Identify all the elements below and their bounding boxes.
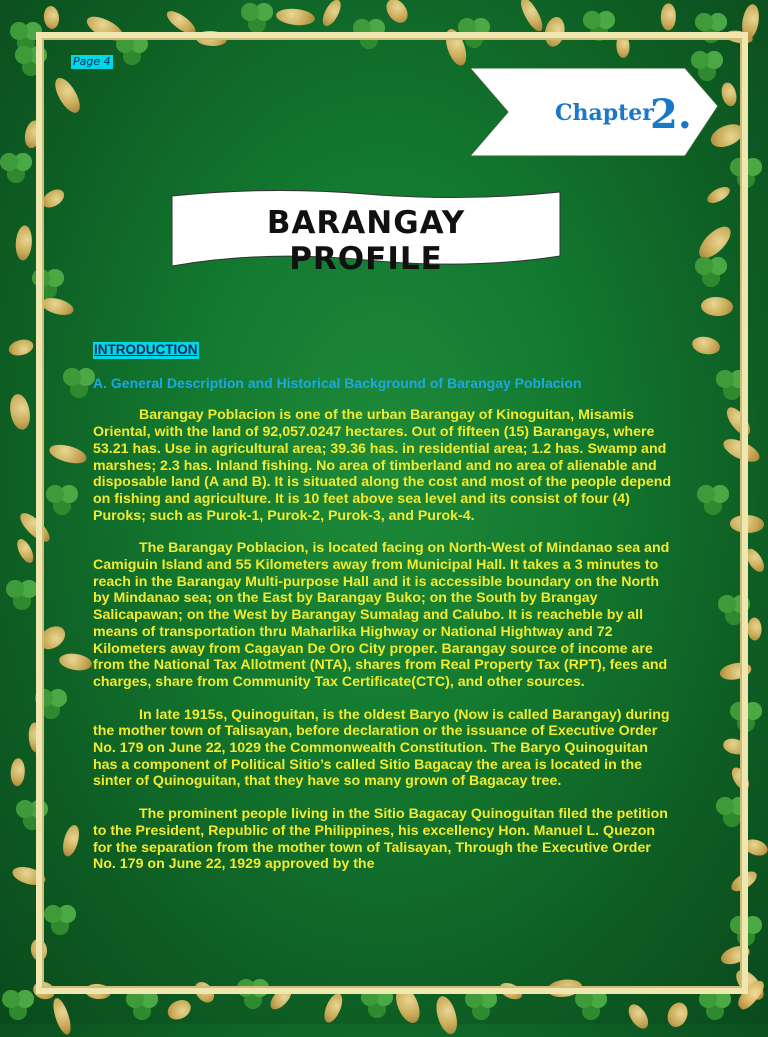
- page-number-tag: Page 4: [73, 55, 111, 68]
- leaf-decoration: [382, 0, 412, 27]
- paragraph-4: The prominent people living in the Sitio Bagacay Quinoguitan filed the petition to the President, Republic of the Philippines, his excellency Hon. Manuel L. Quezon for the separation from the mother town of Talisayan, Through the Executive Order No. 179 on June 22, 1929 approved by the: [93, 806, 668, 873]
- leaf-decoration: [663, 999, 690, 1029]
- leaf-decoration: [43, 5, 60, 29]
- clover-decoration: [465, 990, 501, 1026]
- page-title: [170, 205, 562, 277]
- clover-decoration: [2, 990, 38, 1026]
- introduction-label: INTRODUCTION: [94, 342, 198, 357]
- leaf-decoration: [321, 991, 346, 1025]
- leaf-decoration: [11, 758, 26, 786]
- leaf-decoration: [7, 337, 34, 358]
- leaf-decoration: [15, 225, 34, 261]
- section-heading: A. General Description and Historical Background of Barangay Poblacion: [93, 374, 582, 391]
- document-body: [93, 342, 673, 873]
- title-line-1: BARANGAY: [266, 205, 466, 241]
- title-line-2: PROFILE: [289, 241, 443, 277]
- chapter-label: Chapter: [555, 100, 654, 126]
- leaf-decoration: [275, 7, 316, 27]
- leaf-decoration: [517, 0, 547, 34]
- leaf-decoration: [625, 1001, 652, 1032]
- leaf-decoration: [747, 618, 761, 641]
- leaf-decoration: [13, 536, 36, 565]
- paragraph-2: The Barangay Poblacion, is located facing on North-West of Mindanao sea and Camiguin Island and 55 Kilometers away from Municipal Hall. It takes a 3 minutes to reach in the Barangay Multi-purpose Hall and it is accessible boundary on the North by Mindanao sea; on the East by Barangay Buko; on the South by Brangay Salicapawan; on the West by Barangay Sumalag and Calubo. It is reacheble by all means of transportation thru Maharlika Highway or National Hightway and 72 Kilometers away from Cagayan De Oro City proper. Barangay source of income are from the National Tax Allotment (NTA), shares from Real Property Tax (RPT), fees and charges, share from Community Tax Certificate(CTC), and other sources.: [93, 540, 670, 690]
- chapter-number: 2.: [650, 91, 692, 138]
- paragraph-3: In late 1915s, Quinoguitan, is the oldest Baryo (Now is called Barangay) during the mother town of Talisayan, before declaration or the issuance of Executive Order No. 179 on June 22, 1029 the Commonwealth Constitution. The Baryo Quinoguitan has a component of Political Sitio’s called Sitio Bagacay the area is located in the sinter of Quinoguitan, that they have so many grown of Bagacay tree.: [93, 706, 670, 790]
- clover-decoration: [126, 990, 162, 1026]
- leaf-decoration: [660, 4, 676, 31]
- paragraph-1: Barangay Poblacion is one of the urban Barangay of Kinoguitan, Misamis Oriental, with the land of 92,057.0247 hectares. Out of fifteen (15) Barangays, where 53.21 has. Use in agricultural area; 39.36 has. in residential area; 1.2 has. Swamp and marshes; 2.3 has. Inland fishing. No area of timberland and no area of alienable and disposable land (A and B). It is situated along the cost and most of the people depend on fishing and agriculture. It is 10 feet above sea level and its consist of four (4) Puroks; such as Purok-1, Purok-2, Purok-3, and Purok-4.: [93, 407, 672, 524]
- leaf-decoration: [7, 393, 32, 431]
- leaf-decoration: [164, 997, 194, 1024]
- leaf-decoration: [432, 993, 460, 1036]
- clover-decoration: [0, 153, 36, 189]
- clover-decoration: [575, 990, 611, 1026]
- clover-decoration: [699, 990, 735, 1026]
- leaf-decoration: [319, 0, 345, 29]
- leaf-decoration: [50, 997, 74, 1037]
